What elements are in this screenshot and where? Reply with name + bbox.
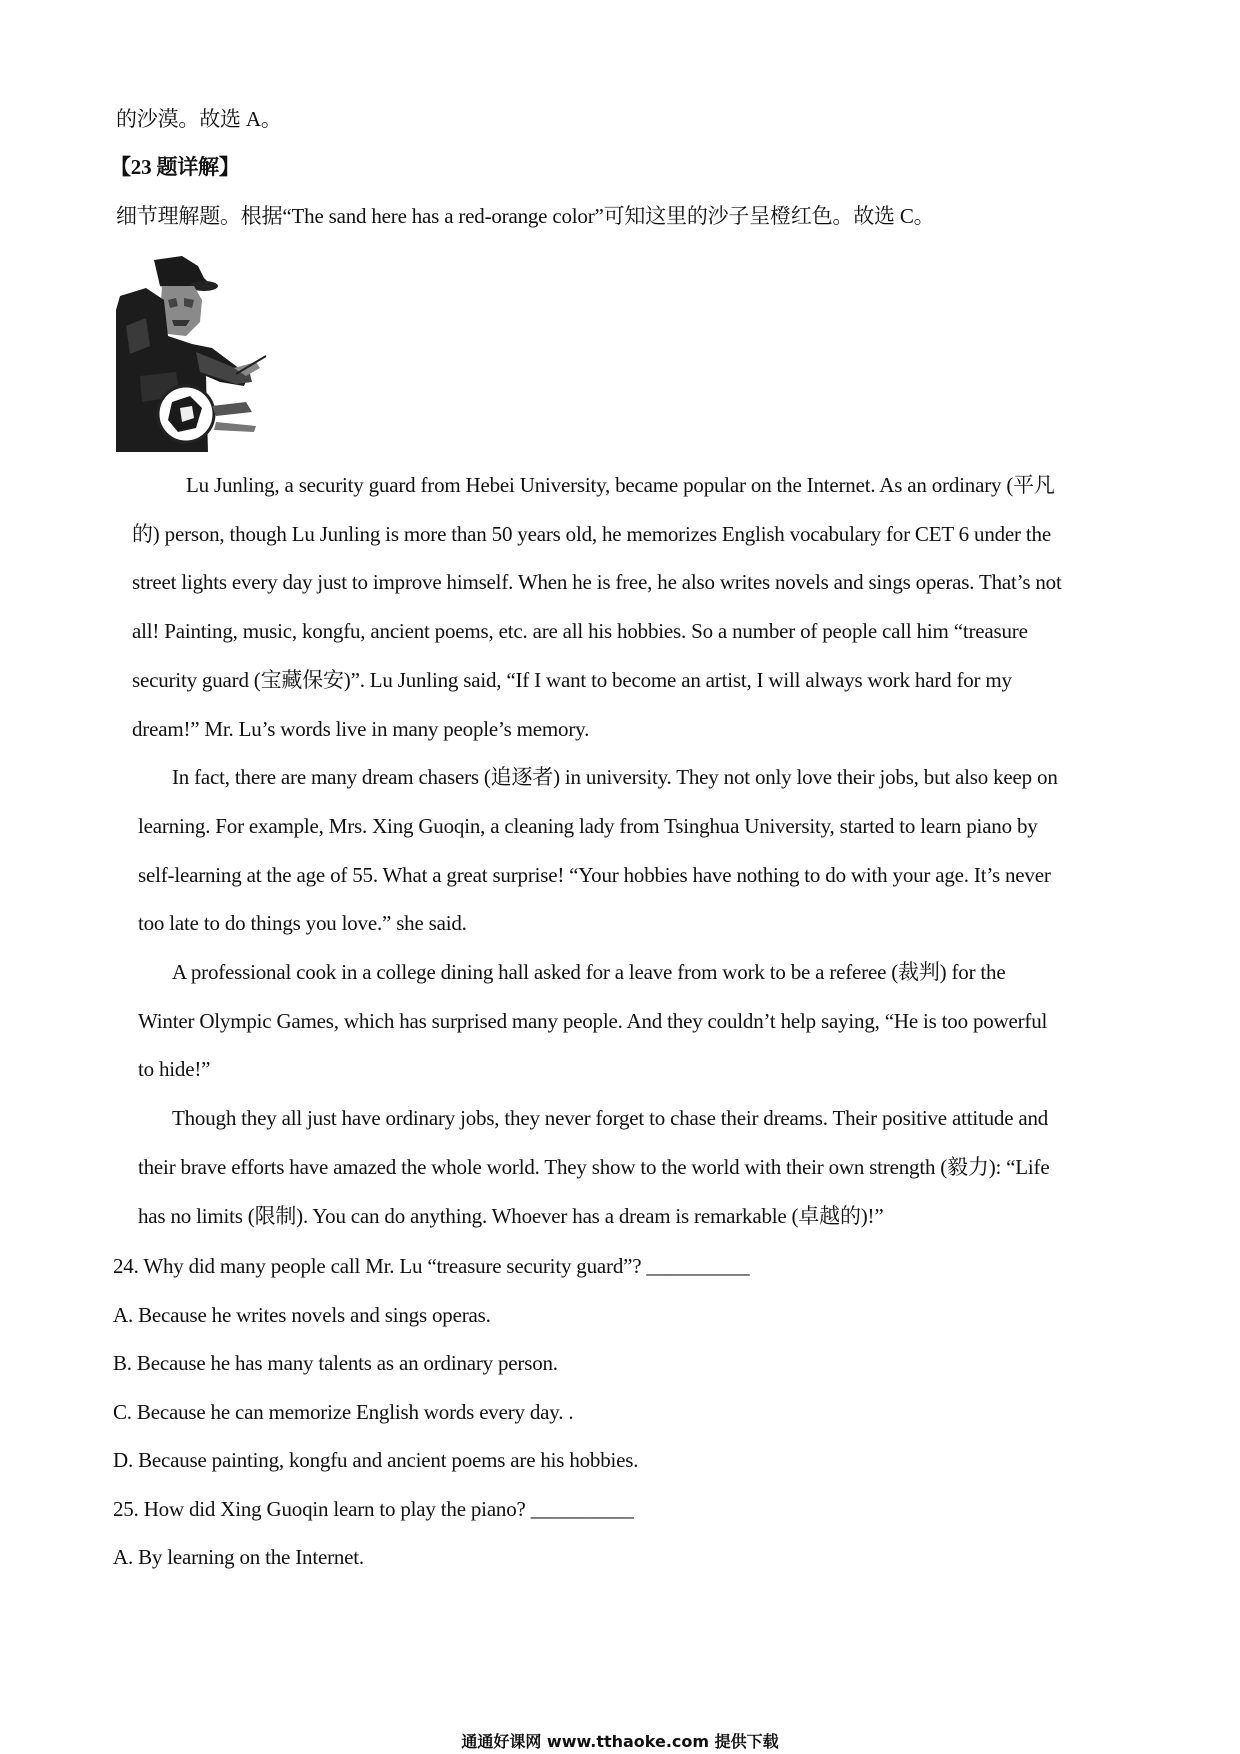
passage-line: learning. For example, Mrs. Xing Guoqin, a cleaning lady from Tsinghua University, started to learn piano by xyxy=(138,814,1038,838)
q23-explanation: 细节理解题。根据“The sand here has a red-orange color”可知这里的沙子呈橙红色。故选 C。 xyxy=(116,204,935,228)
question-24-option: D. Because painting, kongfu and ancient poems are his hobbies. xyxy=(113,1448,639,1472)
passage-line: In fact, there are many dream chasers (追逐者) in university. They not only love their jobs, but also keep on xyxy=(172,765,1058,789)
previous-answer-tail: 的沙漠。故选 A。 xyxy=(116,107,282,131)
passage-line: Lu Junling, a security guard from Hebei University, became popular on the Internet. As an ordinary (平凡 xyxy=(186,473,1055,497)
passage-line: street lights every day just to improve himself. When he is free, he also writes novels and sings operas. That’s not xyxy=(132,570,1062,594)
passage-line: security guard (宝藏保安)”. Lu Junling said, “If I want to become an artist, I will always work hard for my xyxy=(132,668,1012,692)
passage-line: all! Painting, music, kongfu, ancient poems, etc. are all his hobbies. So a number of people call him “treasure xyxy=(132,619,1028,643)
question-24-option: B. Because he has many talents as an ordinary person. xyxy=(113,1351,558,1375)
passage-line: dream!” Mr. Lu’s words live in many people’s memory. xyxy=(132,717,590,741)
passage-line: Though they all just have ordinary jobs, they never forget to chase their dreams. Their positive attitude and xyxy=(172,1106,1049,1130)
passage-line: 的) person, though Lu Junling is more than 50 years old, he memorizes English vocabulary for CET 6 under the xyxy=(132,522,1051,546)
question-25-option: A. By learning on the Internet. xyxy=(113,1545,364,1569)
passage-line: Winter Olympic Games, which has surprised many people. And they couldn’t help saying, “He is too powerful xyxy=(138,1009,1048,1033)
question-25-stem: 25. How did Xing Guoqin learn to play the piano? __________ xyxy=(113,1497,634,1521)
question-24-stem: 24. Why did many people call Mr. Lu “treasure security guard”? __________ xyxy=(113,1254,750,1278)
passage-line: has no limits (限制). You can do anything. Whoever has a dream is remarkable (卓越的)!” xyxy=(138,1204,884,1228)
passage-line: A professional cook in a college dining hall asked for a leave from work to be a referee (裁判) for the xyxy=(172,960,1006,984)
q23-heading: 【23 题详解】 xyxy=(110,155,240,179)
passage-line: their brave efforts have amazed the whole world. They show to the world with their own strength (毅力): “Life xyxy=(138,1155,1050,1179)
passage-line: self-learning at the age of 55. What a great surprise! “Your hobbies have nothing to do with your age. It’s never xyxy=(138,863,1051,887)
passage-line: too late to do things you love.” she said. xyxy=(138,911,467,935)
footer-watermark: 通通好课网 www.tthaoke.com 提供下载 xyxy=(461,1732,779,1751)
question-24-option: A. Because he writes novels and sings operas. xyxy=(113,1303,491,1327)
question-24-option: C. Because he can memorize English words every day. . xyxy=(113,1400,574,1424)
security-guard-photo xyxy=(116,256,268,452)
passage-line: to hide!” xyxy=(138,1057,211,1081)
